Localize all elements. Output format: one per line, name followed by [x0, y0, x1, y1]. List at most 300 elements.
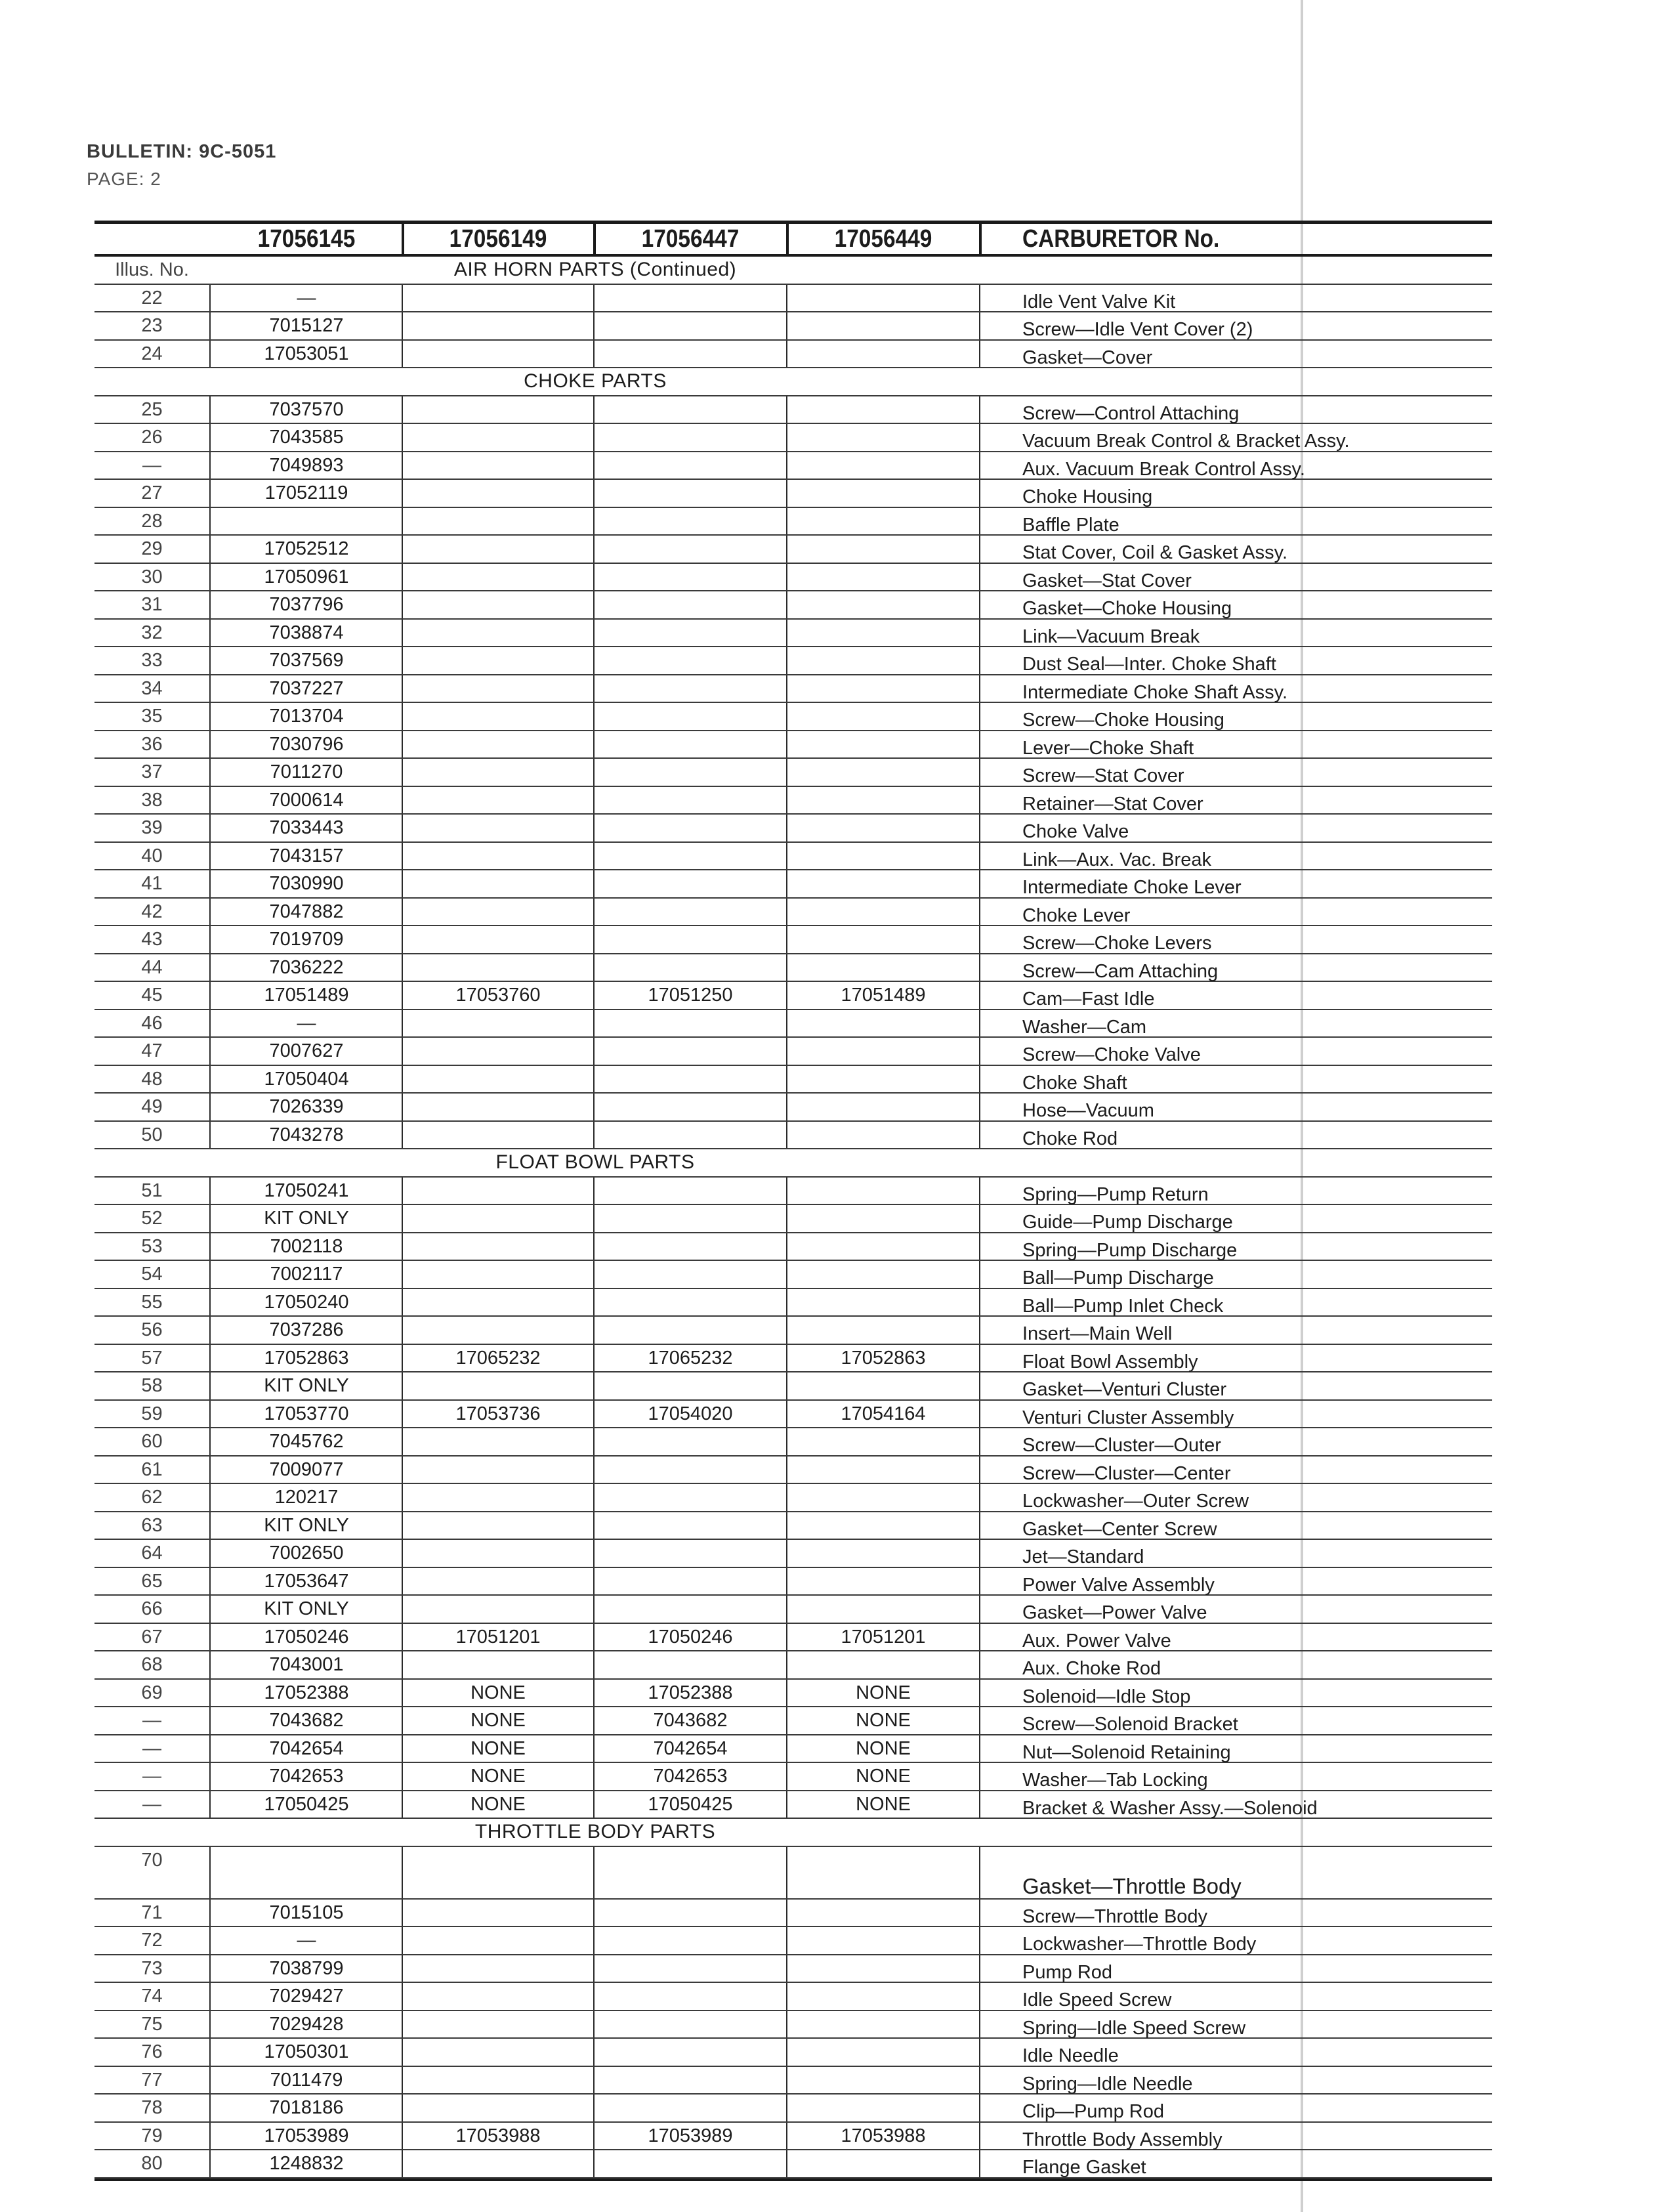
part-number-col-1: 7033443 — [269, 817, 344, 838]
part-number-col-2: 17053736 — [455, 1403, 541, 1424]
part-description: Bracket & Washer Assy.—Solenoid — [1022, 1797, 1318, 1819]
part-number-col-3 — [595, 452, 786, 479]
part-number-col-1: 7038874 — [269, 622, 344, 643]
bulletin-number: BULLETIN: 9C-5051 — [87, 141, 277, 162]
illus-number: 29 — [141, 538, 163, 559]
part-number-col-4 — [787, 843, 979, 869]
part-number-col-1: 7037569 — [269, 650, 344, 671]
part-number-col-4 — [787, 2150, 979, 2177]
part-description: Washer—Tab Locking — [1022, 1770, 1208, 1791]
illus-number: 49 — [141, 1096, 163, 1117]
part-number-col-2 — [403, 899, 593, 925]
illus-number: 47 — [141, 1040, 163, 1061]
part-number-col-2 — [403, 508, 593, 534]
table-row — [94, 1122, 1492, 1150]
part-number-col-3 — [595, 1651, 786, 1678]
part-number-col-2 — [403, 759, 593, 785]
table-row — [94, 1847, 1492, 1900]
part-number-col-3 — [595, 312, 786, 339]
part-number-col-1 — [211, 1847, 402, 1873]
table-row — [94, 1512, 1492, 1541]
part-number-col-3: 7043682 — [653, 1710, 728, 1731]
part-description: Hose—Vacuum — [1022, 1100, 1154, 1121]
part-description: Gasket—Power Valve — [1022, 1602, 1207, 1623]
table-row — [94, 1955, 1492, 1984]
part-number-col-1: 17050246 — [264, 1626, 349, 1648]
part-number-col-3 — [595, 675, 786, 702]
part-number-col-3 — [595, 1847, 786, 1873]
part-description: Gasket—Throttle Body — [1022, 1873, 1242, 1898]
table-row — [94, 620, 1492, 648]
section-title: THROTTLE BODY PARTS — [474, 1821, 716, 1842]
table-row — [94, 1707, 1492, 1735]
illus-number: 37 — [141, 761, 163, 782]
part-number-col-3 — [595, 703, 786, 729]
part-number-col-2 — [403, 2067, 593, 2093]
table-row — [94, 843, 1492, 871]
carburetor-col-3: 17056447 — [641, 225, 740, 253]
part-number-col-4 — [787, 591, 979, 618]
illus-number: 51 — [141, 1180, 163, 1201]
part-number-col-2 — [403, 1651, 593, 1678]
part-description: Ball—Pump Inlet Check — [1022, 1295, 1224, 1317]
part-number-col-2 — [403, 312, 593, 339]
part-number-col-3: 17054020 — [648, 1403, 733, 1424]
part-description: Flange Gasket — [1022, 2157, 1146, 2178]
part-description: Choke Lever — [1022, 904, 1131, 926]
part-number-col-1: 7009077 — [269, 1458, 344, 1480]
table-row — [94, 1596, 1492, 1624]
part-description: Pump Rod — [1022, 1961, 1113, 1983]
carburetor-col-4: 17056449 — [834, 225, 932, 253]
part-number-col-3 — [595, 341, 786, 367]
part-number-col-2 — [403, 2095, 593, 2121]
part-number-col-4 — [787, 1596, 979, 1622]
part-number-col-2 — [403, 926, 593, 952]
part-description: Stat Cover, Coil & Gasket Assy. — [1022, 542, 1288, 563]
part-number-col-2 — [403, 2011, 593, 2037]
part-number-col-2 — [403, 1983, 593, 2009]
part-number-col-3 — [595, 1955, 786, 1982]
part-number-col-3 — [595, 480, 786, 506]
part-number-col-2: NONE — [470, 1793, 526, 1815]
section-header-row — [94, 368, 1492, 396]
part-description: Screw—Choke Levers — [1022, 933, 1212, 954]
part-number-col-3 — [595, 620, 786, 646]
part-number-col-3: 17052388 — [648, 1682, 733, 1703]
table-row — [94, 731, 1492, 759]
part-description: Idle Needle — [1022, 2045, 1119, 2066]
part-number-col-2 — [403, 1540, 593, 1566]
part-number-col-2: NONE — [470, 1766, 526, 1787]
part-number-col-4: 17052863 — [841, 1347, 926, 1369]
part-number-col-4 — [787, 424, 979, 450]
part-number-col-4 — [787, 1540, 979, 1566]
part-description: Spring—Pump Return — [1022, 1183, 1209, 1205]
part-number-col-4: NONE — [856, 1710, 911, 1731]
part-number-col-2: 17053988 — [455, 2125, 541, 2146]
table-row — [94, 1010, 1492, 1038]
table-row — [94, 1094, 1492, 1122]
illus-number: 28 — [141, 510, 163, 532]
part-number-col-1: 7000614 — [269, 789, 344, 811]
table-row — [94, 1289, 1492, 1317]
part-number-col-2 — [403, 731, 593, 757]
illus-number: — — [142, 454, 161, 476]
table-row — [94, 703, 1492, 731]
part-description: Screw—Control Attaching — [1022, 402, 1240, 424]
table-row — [94, 285, 1492, 313]
parts-table — [94, 221, 1492, 2181]
table-row — [94, 1983, 1492, 2011]
section-header-row — [94, 257, 1492, 285]
part-description: Nut—Solenoid Retaining — [1022, 1741, 1231, 1763]
illus-number: 42 — [141, 901, 163, 922]
part-number-col-4 — [787, 2095, 979, 2121]
part-number-col-4 — [787, 1847, 979, 1873]
part-number-col-3 — [595, 1178, 786, 1204]
part-number-col-2 — [403, 1512, 593, 1539]
part-description: Choke Shaft — [1022, 1072, 1127, 1094]
part-number-col-3 — [595, 647, 786, 673]
table-bottom-rule — [94, 2179, 1492, 2181]
part-number-col-1: 17050425 — [264, 1793, 349, 1815]
part-number-col-2 — [403, 647, 593, 673]
illus-number: 75 — [141, 2013, 163, 2035]
part-number-col-1: 17053647 — [264, 1570, 349, 1592]
illus-number: 32 — [141, 622, 163, 643]
illus-number: 73 — [141, 1957, 163, 1979]
illus-number: 79 — [141, 2125, 163, 2146]
part-number-col-1 — [211, 508, 402, 534]
illus-number: 58 — [141, 1375, 163, 1396]
part-number-col-3 — [595, 870, 786, 897]
part-description: Guide—Pump Discharge — [1022, 1212, 1233, 1233]
part-number-col-1: KIT ONLY — [264, 1598, 349, 1619]
illus-number: 24 — [141, 343, 163, 364]
part-number-col-2 — [403, 1066, 593, 1092]
part-number-col-4 — [787, 1066, 979, 1092]
part-number-col-4 — [787, 1428, 979, 1455]
part-description: Gasket—Cover — [1022, 347, 1153, 368]
part-number-col-3: 17050246 — [648, 1626, 733, 1648]
part-description: Gasket—Center Screw — [1022, 1518, 1217, 1540]
section-header-row — [94, 1149, 1492, 1178]
part-description: Intermediate Choke Shaft Assy. — [1022, 681, 1288, 703]
table-row — [94, 647, 1492, 675]
part-number-col-4 — [787, 731, 979, 757]
part-description: Link—Vacuum Break — [1022, 626, 1200, 647]
part-number-col-2 — [403, 1372, 593, 1399]
part-number-col-3 — [595, 1927, 786, 1953]
part-number-col-1: 7011479 — [270, 2069, 343, 2091]
table-row — [94, 982, 1492, 1010]
part-number-col-1: 17050301 — [264, 2041, 349, 2062]
part-number-col-2 — [403, 1927, 593, 1953]
table-row — [94, 1317, 1492, 1345]
part-number-col-4: 17054164 — [841, 1403, 926, 1424]
part-number-col-4 — [787, 1955, 979, 1982]
table-row — [94, 815, 1492, 843]
part-description: Venturi Cluster Assembly — [1022, 1407, 1234, 1428]
part-number-col-2 — [403, 843, 593, 869]
part-number-col-4 — [787, 312, 979, 339]
part-number-col-2: NONE — [470, 1682, 526, 1703]
illus-number: 55 — [141, 1291, 163, 1313]
part-number-col-3: 17053989 — [648, 2125, 733, 2146]
part-number-col-1: 7037286 — [269, 1319, 344, 1340]
illus-number: — — [142, 1766, 161, 1787]
part-description: Solenoid—Idle Stop — [1022, 1686, 1191, 1707]
part-number-col-3 — [595, 1983, 786, 2009]
part-number-col-2 — [403, 620, 593, 646]
part-number-col-4 — [787, 926, 979, 952]
table-row — [94, 1791, 1492, 1819]
part-number-col-4 — [787, 899, 979, 925]
part-number-col-2: 17051201 — [455, 1626, 541, 1648]
part-number-col-1: 7026339 — [269, 1096, 344, 1117]
part-number-col-4 — [787, 2067, 979, 2093]
part-number-col-1: 7029428 — [269, 2013, 344, 2035]
part-number-col-3 — [595, 1596, 786, 1622]
part-number-col-1: 17053051 — [264, 343, 349, 364]
table-row — [94, 508, 1492, 536]
part-number-col-2 — [403, 870, 593, 897]
part-number-col-1: 7045762 — [269, 1431, 344, 1452]
table-row — [94, 1345, 1492, 1373]
table-row — [94, 1927, 1492, 1955]
part-description: Insert—Main Well — [1022, 1323, 1173, 1344]
part-number-col-1: KIT ONLY — [264, 1375, 349, 1396]
part-number-col-2 — [403, 1094, 593, 1120]
part-description: Cam—Fast Idle — [1022, 989, 1155, 1010]
part-number-col-4 — [787, 1261, 979, 1287]
part-number-col-4: 17051201 — [841, 1626, 926, 1648]
part-number-col-1: 7030796 — [269, 733, 344, 755]
illus-number: 33 — [141, 650, 163, 671]
part-description: Dust Seal—Inter. Choke Shaft — [1022, 654, 1276, 675]
table-row — [94, 1372, 1492, 1401]
part-number-col-3 — [595, 787, 786, 813]
part-number-col-1: KIT ONLY — [264, 1208, 349, 1229]
part-number-col-3 — [595, 1122, 786, 1148]
part-number-col-1: 120217 — [274, 1487, 339, 1508]
part-description: Screw—Cam Attaching — [1022, 960, 1219, 982]
part-number-col-4 — [787, 2011, 979, 2037]
table-row — [94, 954, 1492, 983]
table-row — [94, 536, 1492, 564]
illus-number: 60 — [141, 1431, 163, 1452]
table-row — [94, 1763, 1492, 1791]
part-number-col-3 — [595, 899, 786, 925]
table-row — [94, 1457, 1492, 1485]
part-number-col-4 — [787, 536, 979, 562]
part-description: Choke Housing — [1022, 486, 1153, 507]
table-row — [94, 396, 1492, 425]
illus-number: 65 — [141, 1570, 163, 1592]
part-description: Spring—Idle Speed Screw — [1022, 2017, 1246, 2039]
part-number-col-4 — [787, 647, 979, 673]
part-number-col-3 — [595, 2150, 786, 2177]
illus-number: 23 — [141, 315, 163, 336]
part-number-col-3 — [595, 843, 786, 869]
illus-number: 31 — [141, 594, 163, 615]
table-row — [94, 870, 1492, 899]
table-row — [94, 787, 1492, 815]
part-number-col-2 — [403, 452, 593, 479]
part-number-col-3 — [595, 1900, 786, 1926]
part-description: Screw—Idle Vent Cover (2) — [1022, 319, 1253, 340]
part-number-col-2 — [403, 1038, 593, 1064]
part-description: Ball—Pump Discharge — [1022, 1267, 1214, 1288]
section-title: AIR HORN PARTS (Continued) — [453, 259, 737, 280]
table-row — [94, 591, 1492, 620]
illus-number: 45 — [141, 985, 163, 1006]
part-number-col-3 — [595, 396, 786, 423]
illus-number: 22 — [141, 287, 163, 308]
part-number-col-4: 17053988 — [841, 2125, 926, 2146]
part-number-col-2 — [403, 480, 593, 506]
illus-number: 62 — [141, 1487, 163, 1508]
part-number-col-1: 17053989 — [264, 2125, 349, 2146]
part-description: Float Bowl Assembly — [1022, 1351, 1198, 1372]
part-number-col-3 — [595, 1540, 786, 1566]
part-number-col-1: 7002117 — [270, 1264, 343, 1285]
part-number-col-4 — [787, 1457, 979, 1483]
table-row — [94, 480, 1492, 508]
part-description: Throttle Body Assembly — [1022, 2129, 1223, 2150]
part-number-col-4 — [787, 1205, 979, 1231]
table-row — [94, 1624, 1492, 1652]
bulletin-header — [87, 138, 276, 193]
part-number-col-2 — [403, 591, 593, 618]
part-number-col-4 — [787, 1568, 979, 1594]
part-number-col-3 — [595, 1372, 786, 1399]
part-description: Choke Rod — [1022, 1128, 1118, 1149]
part-number-col-1: 7019709 — [269, 929, 344, 950]
illus-number: 63 — [141, 1514, 163, 1536]
part-number-col-4: 17051489 — [841, 985, 926, 1006]
part-number-col-3 — [595, 731, 786, 757]
part-number-col-4: NONE — [856, 1737, 911, 1759]
part-number-col-2 — [403, 2150, 593, 2177]
part-number-col-3 — [595, 1233, 786, 1260]
carburetor-no-heading: CARBURETOR No. — [1022, 225, 1220, 253]
part-number-col-1: 7047882 — [269, 901, 344, 922]
part-number-col-3 — [595, 1066, 786, 1092]
part-number-col-1: 7043682 — [269, 1710, 344, 1731]
part-number-col-4 — [787, 564, 979, 590]
illus-number: 41 — [141, 873, 163, 894]
part-number-col-3 — [595, 1094, 786, 1120]
part-description: Idle Vent Valve Kit — [1022, 291, 1176, 312]
part-description: Jet—Standard — [1022, 1546, 1144, 1567]
part-number-col-2 — [403, 703, 593, 729]
part-number-col-4 — [787, 1178, 979, 1204]
part-description: Baffle Plate — [1022, 514, 1119, 536]
part-description: Spring—Pump Discharge — [1022, 1239, 1238, 1261]
carburetor-col-2: 17056149 — [449, 225, 547, 253]
part-number-col-2 — [403, 1317, 593, 1343]
table-row — [94, 1651, 1492, 1680]
part-number-col-2 — [403, 285, 593, 311]
illus-number: 46 — [141, 1012, 163, 1034]
table-row — [94, 1428, 1492, 1457]
part-number-col-4 — [787, 815, 979, 841]
part-number-col-3 — [595, 1038, 786, 1064]
part-number-col-2 — [403, 1205, 593, 1231]
part-number-col-1: 7042654 — [269, 1737, 344, 1759]
part-number-col-3 — [595, 2067, 786, 2093]
illus-number: 64 — [141, 1542, 163, 1563]
part-number-col-4 — [787, 452, 979, 479]
illus-number: 38 — [141, 789, 163, 811]
illus-number: — — [142, 1793, 161, 1815]
part-description: Screw—Stat Cover — [1022, 765, 1184, 786]
illus-number: 76 — [141, 2041, 163, 2062]
table-row — [94, 1205, 1492, 1233]
part-number-col-3 — [595, 759, 786, 785]
part-number-col-3 — [595, 1428, 786, 1455]
part-number-col-2: NONE — [470, 1710, 526, 1731]
part-description: Lockwasher—Throttle Body — [1022, 1934, 1257, 1955]
part-number-col-1: 17050240 — [264, 1291, 349, 1313]
part-number-col-1: 17052512 — [264, 538, 349, 559]
illus-number: 67 — [141, 1626, 163, 1648]
part-number-col-2 — [403, 1261, 593, 1287]
part-number-col-4 — [787, 759, 979, 785]
part-number-col-1: 7043157 — [269, 845, 344, 866]
part-number-col-2 — [403, 1428, 593, 1455]
section-title: CHOKE PARTS — [524, 370, 667, 392]
part-number-col-4 — [787, 1010, 979, 1036]
part-number-col-2 — [403, 1596, 593, 1622]
part-number-col-2 — [403, 536, 593, 562]
part-number-col-2 — [403, 1484, 593, 1510]
illus-number: 25 — [141, 398, 163, 420]
illus-number: 39 — [141, 817, 163, 838]
part-number-col-1: 7011270 — [270, 761, 343, 782]
part-number-col-3 — [595, 508, 786, 534]
part-number-col-1: 17052119 — [264, 482, 348, 503]
illus-number: 36 — [141, 733, 163, 755]
part-number-col-4 — [787, 396, 979, 423]
part-number-col-2 — [403, 1010, 593, 1036]
part-number-col-2 — [403, 1122, 593, 1148]
part-description: Choke Valve — [1022, 821, 1129, 842]
illus-number: 44 — [141, 956, 163, 978]
part-number-col-2 — [403, 341, 593, 367]
part-number-col-3 — [595, 1457, 786, 1483]
table-body — [94, 257, 1492, 2181]
part-number-col-4 — [787, 1094, 979, 1120]
table-row — [94, 675, 1492, 704]
part-number-col-1: 7018186 — [269, 2097, 344, 2118]
table-row — [94, 1540, 1492, 1568]
table-row — [94, 2150, 1492, 2179]
section-header-row — [94, 1819, 1492, 1847]
table-row — [94, 2011, 1492, 2039]
part-number-col-2 — [403, 1955, 593, 1982]
part-number-col-3 — [595, 564, 786, 590]
illus-number: 43 — [141, 929, 163, 950]
part-number-col-1: 7007627 — [269, 1040, 344, 1061]
section-title: FLOAT BOWL PARTS — [495, 1151, 695, 1173]
part-number-col-2 — [403, 1847, 593, 1873]
illus-number: 69 — [141, 1682, 163, 1703]
part-description: Gasket—Venturi Cluster — [1022, 1379, 1227, 1400]
part-number-col-1: — — [297, 1930, 316, 1951]
